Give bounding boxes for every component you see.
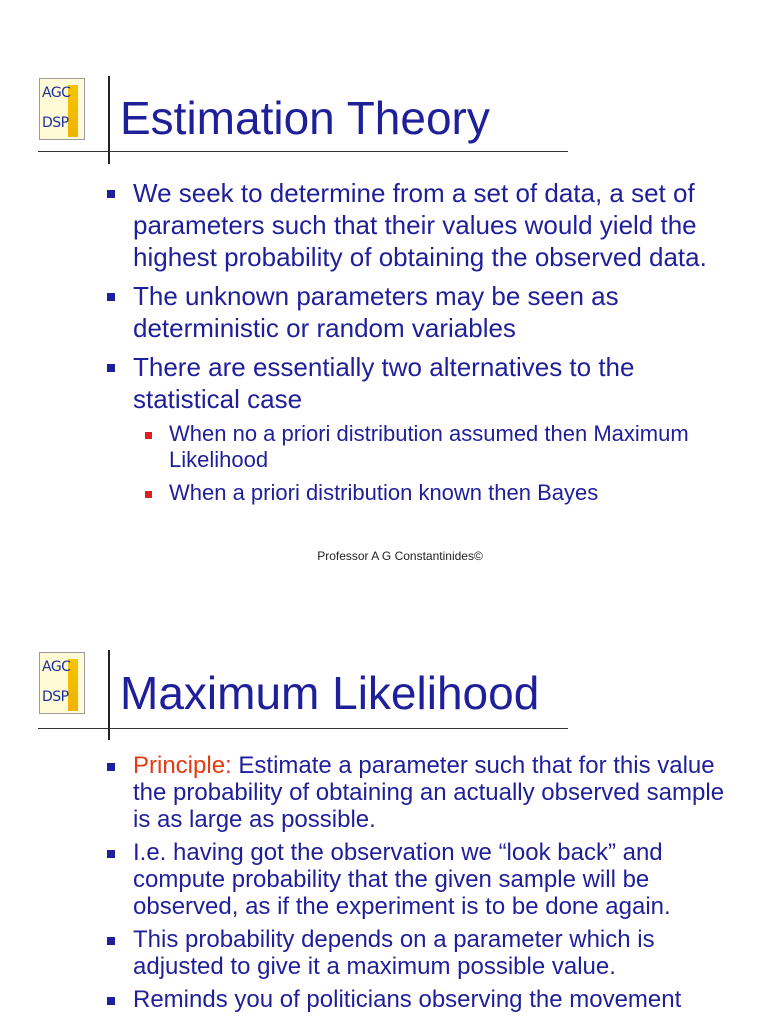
sub-bullet-list (133, 421, 744, 506)
logo-line2: DSP (42, 115, 69, 131)
bullet-item (104, 351, 744, 506)
sub-bullet-text: When no a priori distribution assumed then Maximum Likelihood (169, 421, 689, 472)
bullet-text: We seek to determine from a set of data, a set of parameters such that their values would yield the highest probability of obtaining the observed data. (133, 178, 707, 272)
agc-dsp-logo (39, 78, 85, 140)
bullet-item (104, 280, 744, 344)
bullet-item (104, 986, 744, 1013)
logo-line2: DSP (42, 689, 69, 705)
bullet-square-icon (107, 190, 115, 198)
bullet-text: There are essentially two alternatives to the statistical case (133, 352, 635, 414)
bullet-square-icon (107, 763, 115, 771)
bullet-text: The unknown parameters may be seen as deterministic or random variables (133, 281, 619, 343)
bullet-square-icon (107, 293, 115, 301)
sub-bullet-text: When a priori distribution known then Bayes (169, 480, 599, 505)
sub-bullet-square-icon (145, 491, 152, 498)
bullet-square-icon (107, 997, 115, 1005)
slide-title: Estimation Theory (120, 92, 490, 144)
bullet-list (104, 177, 744, 513)
bullet-list (104, 752, 744, 1019)
title-vertical-rule (108, 650, 110, 740)
logo-line1: AGC (42, 659, 71, 675)
bullet-item (104, 177, 744, 273)
sub-bullet-item (133, 421, 744, 473)
logo-line1: AGC (42, 85, 71, 101)
bullet-item (104, 926, 744, 980)
title-horizontal-rule (38, 151, 568, 152)
agc-dsp-logo (39, 652, 85, 714)
bullet-text: Estimate a parameter such that for this value the probability of obtaining an actually observed sample is as large as possible. (133, 752, 725, 833)
sub-bullet-item (133, 480, 744, 506)
bullet-item (104, 752, 744, 833)
slide-maximum-likelihood (0, 580, 768, 1024)
sub-bullet-square-icon (145, 432, 152, 439)
bullet-text: This probability depends on a parameter which is adjusted to give it a maximum possible value. (133, 926, 655, 980)
bullet-square-icon (107, 850, 115, 858)
bullet-text: Reminds you of politicians observing the movement (133, 986, 682, 1013)
bullet-text: I.e. having got the observation we “look back” and compute probability that the given sample will be observed, as if the experiment is to be done again. (133, 839, 671, 920)
bullet-square-icon (107, 364, 115, 372)
slide-title: Maximum Likelihood (120, 667, 540, 719)
bullet-item (104, 839, 744, 920)
slide-footer: Professor A G Constantinides© (317, 549, 483, 563)
bullet-square-icon (107, 937, 115, 945)
title-horizontal-rule (38, 728, 568, 729)
principle-label: Principle: (133, 752, 232, 779)
